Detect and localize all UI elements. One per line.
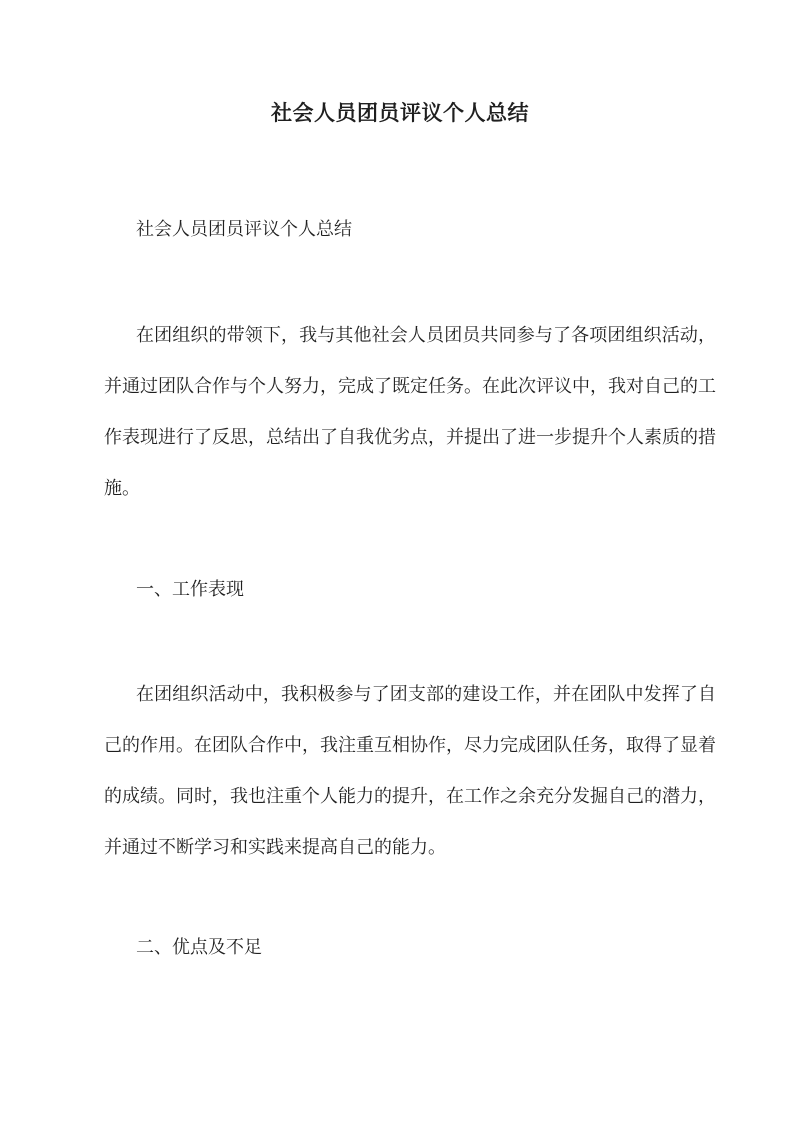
document-subtitle: 社会人员团员评议个人总结 [136, 219, 352, 240]
intro-paragraph: 在团组织的带领下，我与其他社会人员团员共同参与了各项团组织活动，并通过团队合作与个人努力，完成了既定任务。在此次评议中，我对自己的工作表现进行了反思，总结出了自我优劣点，并提出了进一步提升个人素质的措施。 [104, 325, 716, 499]
section-heading-work-performance: 一、工作表现 [136, 579, 244, 600]
work-performance-paragraph: 在团组织活动中，我积极参与了团支部的建设工作，并在团队中发挥了自己的作用。在团队合作中，我注重互相协作，尽力完成团队任务，取得了显着的成绩。同时，我也注重个人能力的提升，在工作之余充分发掘自己的潜力，并通过不断学习和实践来提高自己的能力。 [104, 684, 716, 858]
document-title: 社会人员团员评议个人总结 [271, 100, 529, 125]
section-heading-strengths-weaknesses: 二、优点及不足 [136, 937, 262, 958]
